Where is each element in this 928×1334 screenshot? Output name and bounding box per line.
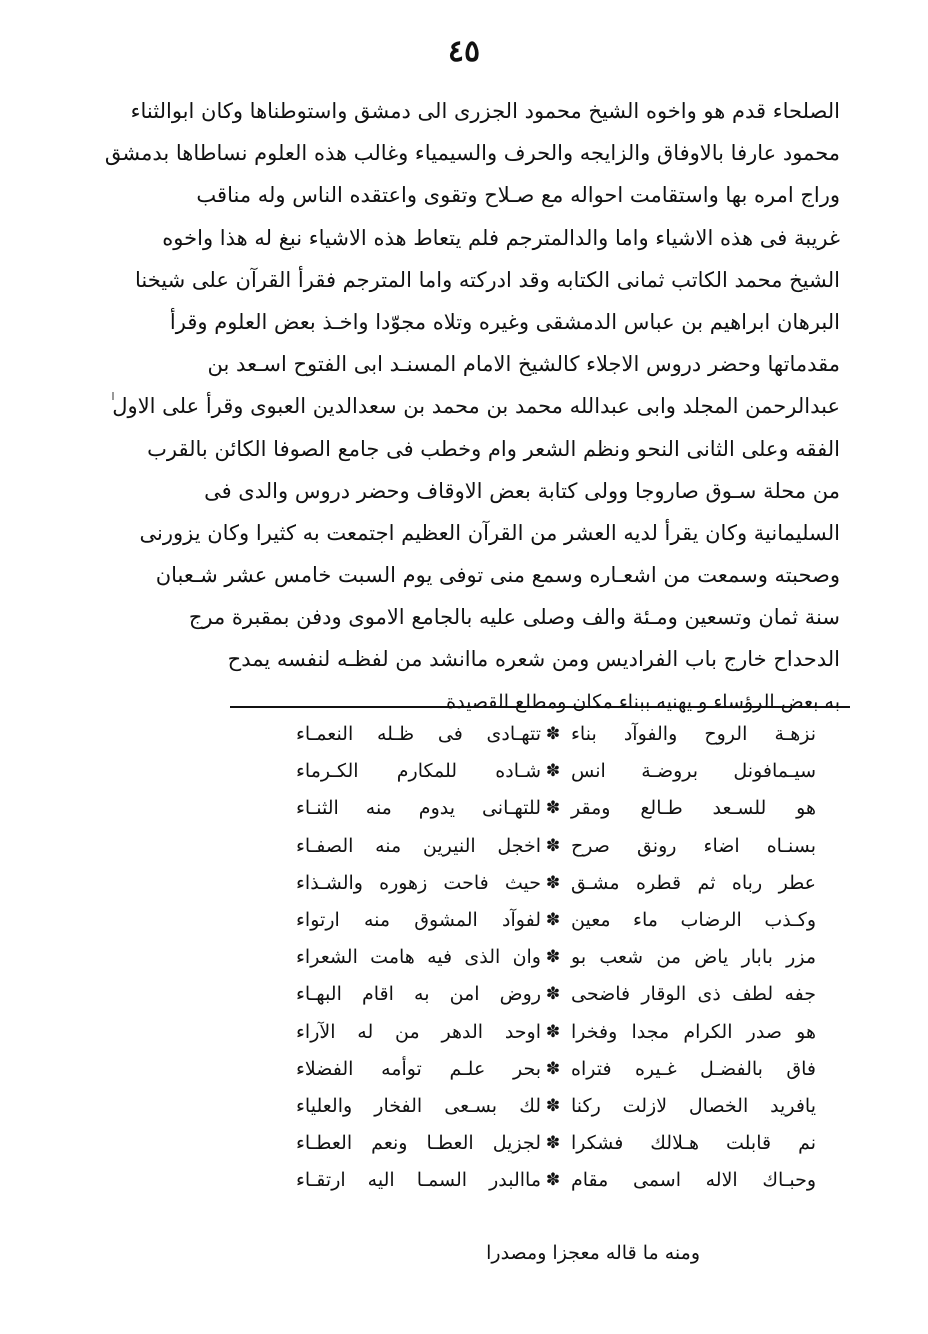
verse-second-hemistich: بحر علـم توأمه الفضلاء xyxy=(296,1057,541,1080)
verse-second-hemistich: حيث فاحت زهوره والشـذاء xyxy=(296,871,541,894)
prose-line: به بعض الرؤساء و يهنيه ببناء مكان ومطلع القصيدة xyxy=(446,690,840,713)
verse-line xyxy=(296,1125,816,1162)
verse-line xyxy=(296,976,816,1013)
verse-separator-icon: ✽ xyxy=(545,872,561,893)
verse-first-hemistich: هو صدر الكرام مجدا وفخرا xyxy=(571,1020,816,1043)
verse-second-hemistich: اوحد الدهر من له الآراء xyxy=(296,1020,541,1043)
verse-first-hemistich: جفه لطف ذى الوقار فاضحى xyxy=(571,983,816,1006)
closing-line: ومنه ما قاله معجزا ومصدرا xyxy=(486,1242,700,1264)
verse-first-hemistich: نزهـة الروح والفوآد بناء xyxy=(571,723,816,745)
prose-line: الشيخ محمد الكاتب ثمانى الكتابه وقد ادركته واما المترجم فقرأ القرآن على شيخنا xyxy=(134,267,840,292)
prose-line: وراج امره بها واستقامت احواله مع صـلاح وتقوى واعتقده الناس وله مناقب xyxy=(196,183,840,208)
verse-first-hemistich: سيـمافونل بروضـة انس xyxy=(571,760,816,783)
verse-second-hemistich: تتهـادى فى ظـله النعمـاء xyxy=(296,723,541,745)
verse-line xyxy=(296,716,816,753)
prose-line: غريبة فى هذه الاشياء واما والدالمترجم فلم يتعاط هذه الاشياء نبغ له هذا واخوه xyxy=(162,225,840,250)
verse-line xyxy=(296,790,816,827)
verse-second-hemistich: للتهـانى يدوم منه الثنـاء xyxy=(296,797,541,820)
prose-line: مقدماتها وحضر دروس الاجلاء كالشيخ الامام المسنـد ابى الفتوح اسـعد بن xyxy=(207,352,840,377)
verse-line xyxy=(296,939,816,976)
prose-line: السليمانية وكان يقرأ لديه العشر من القرآن العظيم اجتمعت به كثيرا وكان يزورنى xyxy=(139,520,840,545)
verse-first-hemistich: هو للسـعد طـالع ومقر xyxy=(571,797,816,820)
verse-separator-icon: ✽ xyxy=(545,835,561,856)
verse-line xyxy=(296,1051,816,1088)
verse-second-hemistich: شـاده للمكارم الكـرماء xyxy=(296,760,541,783)
verse-line xyxy=(296,753,816,790)
verse-first-hemistich: بسنـاه اضاء رونق صرح xyxy=(571,834,816,857)
verse-separator-icon: ✽ xyxy=(545,761,561,782)
prose-line: سنة ثمان وتسعين ومـئة والف وصلى عليه بالجامع الاموى ودفن بمقبرة مرج xyxy=(188,605,840,630)
verse-second-hemistich: لك بسـعى الفخار والعلياء xyxy=(296,1094,541,1117)
verse-line xyxy=(296,865,816,902)
verse-line xyxy=(296,1088,816,1125)
verse-separator-icon: ✽ xyxy=(545,1058,561,1079)
verse-line xyxy=(296,902,816,939)
verse-first-hemistich: عطر رباه ثم قطره مشـق xyxy=(571,871,816,894)
verse-second-hemistich: لجزيل العطـا ونعم العطـاء xyxy=(296,1132,541,1155)
verse-second-hemistich: لفوآد المشوق منه ارتواء xyxy=(296,908,541,931)
section-divider xyxy=(230,706,850,708)
verse-separator-icon: ✽ xyxy=(545,947,561,968)
verse-separator-icon: ✽ xyxy=(545,1170,561,1191)
verse-second-hemistich: ماالبدر السمـا اليه ارتقـاء xyxy=(296,1169,541,1192)
verse-first-hemistich: يافريد الخصال لازلت ركنا xyxy=(571,1094,816,1117)
verse-first-hemistich: فاق بالفضـل غـيره فتراه xyxy=(571,1057,816,1080)
poem xyxy=(296,716,816,1199)
verse-first-hemistich: وكـذب الرضاب ماء معين xyxy=(571,908,816,931)
verse-line xyxy=(296,828,816,865)
verse-separator-icon: ✽ xyxy=(545,724,561,744)
verse-first-hemistich: وحبـاك الاله اسمى مقام xyxy=(571,1169,816,1192)
verse-line xyxy=(296,1014,816,1051)
verse-separator-icon: ✽ xyxy=(545,984,561,1005)
prose-line: من محلة سـوق صاروجا وولى كتابة بعض الاوقاف وحضر دروس والدى فى xyxy=(204,478,840,503)
verse-separator-icon: ✽ xyxy=(545,798,561,819)
verse-separator-icon: ✽ xyxy=(545,1133,561,1154)
prose-line: الفقه وعلى الثانى النحو ونظم الشعر وام وخطب فى جامع الصوفا الكائن بالقرب xyxy=(147,436,840,461)
verse-separator-icon: ✽ xyxy=(545,909,561,930)
prose-line: الدحداح خارج باب الفراديس ومن شعره ماانشد من لفظـه لنفسه يمدح xyxy=(227,647,840,672)
verse-second-hemistich: روض امن به اقام البهـاء xyxy=(296,983,541,1006)
verse-separator-icon: ✽ xyxy=(545,1095,561,1116)
prose-block xyxy=(104,90,840,723)
verse-first-hemistich: مزر بابار ياض من شعب بو xyxy=(571,946,816,969)
verse-separator-icon: ✽ xyxy=(545,1021,561,1042)
page-number: ٤٥ xyxy=(447,34,481,69)
prose-line: وصحبته وسمعت من اشعـاره وسمع منى توفى يوم السبت خامس عشر شـعبان xyxy=(155,563,840,588)
verse-second-hemistich: وان الذى فيه هامت الشعراء xyxy=(296,946,541,969)
verse-second-hemistich: اخجل النيرين منه الصفـاء xyxy=(296,834,541,857)
prose-line: الصلحاء قدم هو واخوه الشيخ محمود الجزرى الى دمشق واستوطناها وكان ابوالثناء xyxy=(130,99,840,123)
verse-line xyxy=(296,1162,816,1199)
verse-first-hemistich: نم قابلت هـلالك فشكرا xyxy=(571,1132,816,1155)
prose-line: عبدالرحمن المجلد وابى عبدالله محمد بن محمد بن سعدالدين العبوى وقرأ على الاول xyxy=(112,394,840,419)
prose-line: البرهان ابراهيم بن عباس الدمشقى وغيره وتلاه مجوّدا واخـذ بعض العلوم وقرأ xyxy=(169,309,840,334)
prose-line: محمود عارفا بالاوفاق والزايجه والحرف والسيمياء وغالب هذه العلوم نساطاها بدمشق xyxy=(104,141,840,166)
